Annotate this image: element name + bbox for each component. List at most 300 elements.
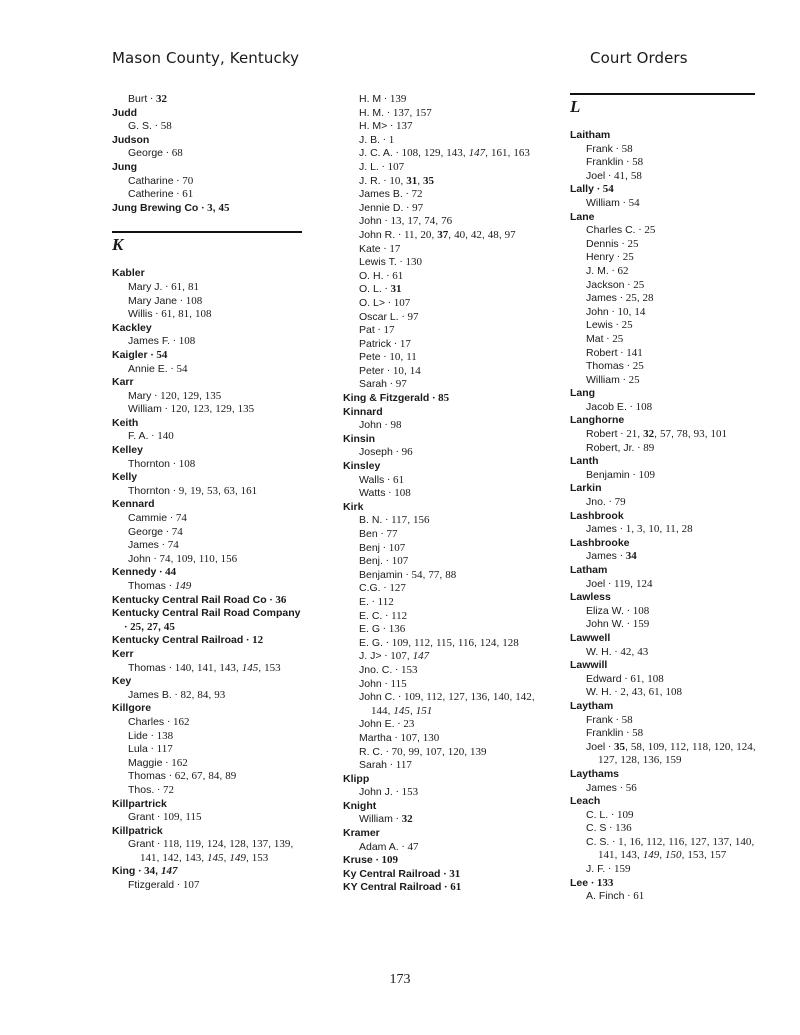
page-separator: ·: [593, 184, 603, 196]
given-name-entry: C. S. · 1, 16, 112, 116, 127, 137, 140, 141, 143, 149, 150, 153, 157: [586, 835, 755, 862]
entry-name: J. F.: [586, 863, 606, 876]
page-number: 173: [389, 972, 411, 987]
page-ref: 107: [182, 879, 200, 892]
given-name-entry: [570, 265, 760, 279]
page-ref: 135: [237, 403, 255, 416]
page-separator: ·: [147, 349, 157, 361]
page-ref: 128: [502, 636, 519, 649]
given-name-entry: Thornton · 9, 19, 53, 63, 161: [128, 484, 258, 497]
given-name-entry: [112, 335, 302, 349]
given-name-entry: Grant · 109, 115: [128, 811, 202, 824]
page-ref: 108: [178, 335, 196, 348]
page-ref: 141: [140, 851, 157, 864]
page-ref: 107: [387, 160, 405, 173]
page-ref: 43: [637, 645, 649, 658]
page-ref: 43: [631, 686, 643, 699]
surname-entry: [112, 498, 302, 512]
entry-name: J. B.: [359, 133, 381, 146]
entry-name: F. A.: [128, 430, 149, 443]
surname-entry: [570, 387, 760, 401]
page-separator: ·: [377, 529, 387, 540]
given-name-entry: [112, 716, 302, 730]
given-name-entry: [570, 197, 760, 211]
page-separator: ·: [162, 281, 172, 293]
page-separator: ·: [392, 814, 402, 826]
page-separator: ·: [387, 379, 396, 391]
page-ref: 127: [389, 582, 406, 595]
entry-name: Joel: [586, 577, 606, 590]
page-separator: ·: [629, 469, 639, 481]
surname-entry: [570, 700, 760, 714]
page-ref: 58: [621, 713, 633, 726]
page-ref: 143: [446, 147, 463, 160]
page-ref: 25: [627, 237, 639, 250]
entry-name: Joseph: [359, 446, 393, 459]
surname-entry: [112, 417, 302, 431]
page-separator: ·: [381, 678, 391, 690]
page-ref: 40: [454, 228, 466, 241]
entry-name: C. S: [586, 822, 607, 835]
page-ref: 23: [403, 718, 415, 731]
page-ref: 74: [167, 539, 179, 552]
page-ref: 143: [184, 851, 202, 864]
given-name-entry: [570, 319, 760, 333]
page-separator: ·: [170, 485, 179, 497]
given-name-entry: [112, 743, 302, 757]
page-ref: 58: [632, 727, 644, 740]
page-separator: ·: [611, 646, 621, 658]
entry-name: Knight: [343, 799, 377, 812]
entry-name: Judson: [112, 133, 150, 146]
page-separator: ·: [147, 730, 157, 742]
page-ref: 129: [182, 389, 199, 402]
given-name-entry: [343, 487, 543, 501]
surname-entry: [112, 376, 302, 390]
entry-name: Robert: [586, 428, 618, 441]
page-ref: 10: [389, 174, 401, 187]
page-ref: 108: [665, 686, 682, 699]
entry-name: Kinsley: [343, 460, 381, 473]
given-name-entry: [343, 283, 543, 297]
page-separator: ·: [151, 121, 161, 133]
given-name-entry: [570, 360, 760, 374]
page-ref: 139: [470, 745, 487, 758]
page-separator: ·: [381, 94, 390, 105]
entry-name: John: [586, 305, 609, 318]
page-separator: ·: [380, 542, 389, 554]
page-ref: 61: [393, 473, 405, 486]
page-ref: 109: [647, 740, 665, 753]
page-ref: 142: [162, 851, 179, 864]
surname-entry: [112, 107, 302, 121]
page-separator: ·: [151, 390, 161, 402]
page-ref: 109: [391, 636, 409, 649]
entry-name: H. M: [359, 93, 382, 105]
page-ref: 112: [377, 595, 394, 608]
entry-name: Franklin: [586, 156, 624, 169]
page-ref: 61: [182, 188, 194, 201]
page-ref: 129: [215, 403, 232, 416]
entry-name: Thomas: [128, 770, 166, 783]
index-column-3: [570, 93, 760, 904]
page-separator: ·: [147, 744, 157, 756]
entry-name: Patrick: [359, 337, 392, 350]
entry-name: Sarah: [359, 378, 388, 391]
entry-name: John: [128, 552, 151, 565]
page-ref: 25: [632, 360, 644, 373]
entry-name: Willis: [128, 308, 153, 321]
entry-name: W. H.: [586, 645, 612, 658]
entry-name: J. L.: [359, 160, 379, 173]
given-name-entry: [343, 324, 543, 338]
page-ref: 124: [206, 838, 224, 851]
entry-name: Eliza W.: [586, 604, 624, 617]
surname-entry: [570, 877, 760, 891]
entry-name: Robert, Jr.: [586, 441, 635, 454]
page-ref: 109: [163, 811, 180, 824]
page-ref: 61: [171, 280, 183, 293]
given-name-entry: [343, 596, 543, 610]
page-separator: ·: [174, 880, 183, 892]
page-separator: ·: [382, 637, 392, 649]
page-separator: ·: [171, 689, 181, 701]
entry-name: Killpatrick: [112, 824, 163, 837]
entry-name: O. L>: [359, 296, 385, 309]
page-separator: ·: [384, 297, 394, 309]
entry-name: H. M>: [359, 120, 388, 133]
given-name-entry: [570, 442, 760, 456]
page-separator: ·: [441, 882, 451, 894]
page-separator: ·: [156, 567, 166, 579]
page-ref: 54: [176, 362, 188, 375]
page-ref: 137: [712, 835, 729, 848]
page-separator: ·: [605, 578, 615, 590]
page-separator: ·: [616, 524, 626, 536]
entry-name: Lide: [128, 729, 148, 742]
entry-name: Grant: [128, 811, 155, 824]
page-ref: 25: [644, 224, 656, 237]
entry-name: Burt: [128, 93, 148, 105]
page-ref: 79: [614, 496, 626, 509]
page-ref: 68: [171, 147, 183, 160]
page-ref: 115: [435, 636, 453, 649]
entry-name: Lashbrooke: [570, 536, 630, 549]
page-separator: ·: [150, 553, 160, 565]
given-name-entry: Joel · 35, 58, 109, 112, 118, 120, 124, 127, 128, 136, 159: [586, 740, 756, 767]
given-name-entry: [570, 605, 760, 619]
page-ref: 108: [394, 487, 411, 500]
entry-name: Lee: [570, 876, 589, 889]
given-name-entry: Mary · 120, 129, 135: [128, 389, 222, 402]
page-separator: ·: [623, 619, 633, 631]
given-name-entry: [112, 363, 302, 377]
page-separator: ·: [612, 320, 622, 332]
page-separator: ·: [608, 809, 617, 821]
page-ref: 28: [681, 523, 693, 536]
page-ref: 120: [447, 745, 465, 758]
given-name-entry: [343, 120, 543, 134]
page-separator: ·: [382, 610, 392, 622]
page-ref: 97: [412, 201, 424, 214]
entry-name: B. N.: [359, 514, 383, 527]
page-ref: 2: [620, 686, 626, 699]
given-name-entry: [570, 251, 760, 265]
surname-entry: [343, 406, 543, 420]
given-name-entry: [570, 469, 760, 483]
page-ref: 133: [596, 876, 614, 889]
page-ref: 89: [225, 770, 237, 783]
page-ref: 25: [622, 251, 634, 264]
page-ref: 97: [395, 378, 407, 391]
page-ref: 136: [388, 623, 406, 636]
entry-name: Thos.: [128, 783, 155, 796]
given-name-entry: [112, 430, 302, 444]
page-ref: 149: [642, 849, 660, 862]
surname-entry: [112, 634, 302, 648]
page-separator: ·: [173, 175, 183, 187]
page-separator: ·: [152, 309, 162, 321]
page-ref: 61: [392, 269, 404, 282]
page-ref: 141: [598, 849, 615, 862]
given-name-entry: [343, 256, 543, 270]
page-ref: 10: [392, 364, 404, 377]
page-ref: 137: [392, 106, 410, 119]
given-name-entry: [112, 879, 302, 893]
entry-name: Frank: [586, 713, 613, 726]
page-ref: 153: [251, 851, 269, 864]
page-ref: 161: [240, 484, 258, 497]
page-separator: ·: [381, 420, 391, 432]
page-separator: ·: [606, 823, 616, 835]
page-ref: 153: [401, 663, 418, 676]
page-separator: ·: [623, 157, 633, 169]
given-name-entry: [570, 143, 760, 157]
page-ref: 44: [165, 566, 177, 579]
entry-name: Kelley: [112, 444, 143, 457]
page-ref: 120: [170, 403, 188, 416]
given-name-entry: [112, 757, 302, 771]
page-ref: 157: [415, 106, 432, 119]
page-ref: 108: [632, 604, 650, 617]
page-ref: 25: [612, 332, 624, 345]
page-separator: ·: [368, 596, 378, 608]
page-ref: 109: [381, 854, 399, 867]
entry-name: Ben: [359, 528, 378, 540]
entry-name: Benjamin: [586, 468, 630, 481]
page-ref: 112: [670, 740, 687, 753]
surname-entry: [343, 501, 543, 515]
entry-name: Klipp: [343, 772, 370, 785]
page-ref: 62: [174, 770, 186, 783]
page-separator: ·: [147, 94, 157, 105]
surname-entry: [112, 134, 302, 148]
page-separator: ·: [624, 891, 634, 903]
page-ref: 53: [206, 484, 218, 497]
surname-entry: [112, 471, 302, 485]
page-ref: 145: [241, 661, 259, 674]
page-ref: 98: [390, 419, 402, 432]
entry-name: Walls: [359, 473, 385, 486]
page-ref: 130: [422, 731, 440, 744]
page-separator: ·: [383, 270, 393, 282]
page-separator: ·: [154, 784, 164, 796]
given-name-entry: [343, 664, 543, 678]
given-name-entry: John R. · 11, 20, 37, 40, 42, 48, 97: [359, 228, 516, 241]
surname-entry: [112, 702, 302, 716]
page-ref: 10: [389, 351, 401, 364]
page-ref: 128: [620, 754, 637, 767]
page-separator: ·: [612, 143, 622, 155]
page-separator: ·: [148, 431, 158, 443]
page-ref: 109: [638, 468, 656, 481]
entry-name: James B.: [359, 188, 403, 201]
given-name-entry: John · 13, 17, 74, 76: [359, 215, 453, 228]
page-ref: 17: [407, 215, 419, 228]
page-ref: 108: [635, 400, 653, 413]
page-ref: 153: [401, 786, 419, 799]
given-name-entry: [343, 759, 543, 773]
page-separator: ·: [440, 868, 450, 880]
given-name-entry: Joel · 119, 124: [586, 577, 653, 590]
entry-name: Jung: [112, 160, 138, 173]
page-ref: 31: [449, 867, 461, 880]
page-ref: 145: [393, 704, 410, 717]
given-name-entry: Willis · 61, 81, 108: [128, 308, 212, 321]
given-name-entry: [570, 863, 760, 877]
page-ref: 159: [632, 618, 650, 631]
surname-entry: [570, 129, 760, 143]
surname-entry: [570, 537, 760, 551]
page-ref: 27: [146, 620, 158, 633]
page-ref: 70: [182, 174, 194, 187]
given-name-entry: John · 74, 109, 110, 156: [128, 552, 238, 565]
given-name-entry: [112, 580, 302, 594]
page-separator: ·: [380, 134, 389, 146]
page-ref: 58: [160, 120, 172, 133]
entry-name: R. C.: [359, 745, 383, 758]
page-ref: 48: [487, 228, 499, 241]
entry-name: Martha: [359, 731, 392, 744]
entry-name: Lewis: [586, 319, 613, 332]
page-ref: 84: [197, 688, 209, 701]
page-ref: 9: [178, 484, 185, 497]
given-name-entry: Martha · 107, 130: [359, 731, 440, 744]
page-ref: 159: [665, 754, 682, 767]
page-ref: 157: [709, 849, 727, 862]
page-ref: 107: [400, 731, 417, 744]
given-name-entry: [343, 134, 543, 148]
section-letter: L: [570, 97, 581, 116]
page-separator: ·: [158, 540, 168, 552]
page-ref: 136: [470, 691, 488, 704]
entry-name: J. M.: [586, 264, 609, 277]
entry-name: Jennie D.: [359, 201, 404, 214]
given-name-entry: [570, 714, 760, 728]
entry-name: Thomas: [586, 360, 624, 373]
given-name-entry: [570, 550, 760, 564]
page-separator: ·: [619, 374, 629, 386]
page-ref: 147: [468, 147, 486, 160]
surname-entry: [570, 455, 760, 469]
page-ref: 112: [391, 609, 408, 622]
page-ref: 149: [229, 851, 246, 864]
page-ref: 135: [204, 389, 222, 402]
page-separator: ·: [605, 170, 615, 182]
page-ref: 32: [401, 813, 413, 826]
given-name-entry: Grant · 118, 119, 124, 128, 137, 139, 141, 142, 143, 145, 149, 153: [128, 838, 294, 864]
page-ref: 14: [634, 305, 646, 318]
page-separator: ·: [163, 148, 172, 160]
given-name-entry: [343, 610, 543, 624]
page-separator: ·: [382, 746, 392, 758]
entry-name: Dennis: [586, 237, 619, 250]
surname-entry: [343, 881, 543, 895]
given-name-entry: W. H. · 2, 43, 61, 108: [586, 686, 682, 699]
entry-name: Kentucky Central Railroad: [112, 634, 244, 647]
page-ref: 41: [614, 169, 626, 182]
page-ref: 93: [214, 688, 226, 701]
entry-name: Watts: [359, 487, 386, 500]
surname-entry: [570, 564, 760, 578]
page-ref: 109: [403, 691, 421, 704]
page-ref: 34: [144, 865, 156, 878]
page-separator: ·: [429, 393, 439, 405]
given-name-entry: [112, 188, 302, 202]
given-name-entry: [343, 378, 543, 392]
page-ref: 72: [163, 783, 175, 796]
page-ref: 77: [386, 528, 398, 540]
given-name-entry: Peter · 10, 14: [359, 364, 421, 377]
given-name-entry: James · 25, 28: [586, 292, 654, 305]
given-name-entry: [112, 730, 302, 744]
entry-name: John E.: [359, 718, 395, 731]
page-separator: ·: [165, 771, 175, 783]
page-ref: 25: [625, 292, 637, 305]
page-ref: 32: [156, 93, 168, 105]
entry-name: C. L.: [586, 808, 609, 821]
entry-name: Kackley: [112, 321, 152, 334]
entry-name: James B.: [128, 688, 172, 701]
page-ref: 144: [371, 704, 388, 717]
entry-name: Thornton: [128, 457, 171, 470]
page-separator: ·: [384, 474, 394, 486]
entry-name: Joel: [586, 169, 606, 182]
given-name-entry: Joel · 41, 58: [586, 169, 642, 182]
entry-name: Jno. C.: [359, 663, 393, 676]
given-name-entry: [570, 374, 760, 388]
entry-name: Kinsin: [343, 432, 376, 445]
given-name-entry: [343, 419, 543, 433]
page-separator: ·: [154, 812, 164, 824]
given-name-entry: [112, 526, 302, 540]
page-separator: ·: [605, 497, 615, 509]
entry-name: E. G.: [359, 636, 383, 649]
entry-name: Jung Brewing Co: [112, 201, 199, 214]
page-separator: ·: [618, 238, 628, 250]
entry-name: Joel: [586, 740, 606, 753]
entry-name: C. S.: [586, 835, 610, 848]
given-name-entry: Thomas · 62, 67, 84, 89: [128, 770, 237, 783]
page-ref: 127: [690, 835, 707, 848]
given-name-entry: [112, 784, 302, 798]
page-ref: 117: [395, 759, 412, 772]
page-ref: 31: [406, 174, 418, 187]
page-separator: ·: [167, 513, 176, 525]
page-ref: 124: [635, 577, 653, 590]
page-separator: ·: [605, 741, 615, 753]
page-ref: 61: [630, 672, 642, 685]
entry-name: Langhorne: [570, 414, 625, 427]
